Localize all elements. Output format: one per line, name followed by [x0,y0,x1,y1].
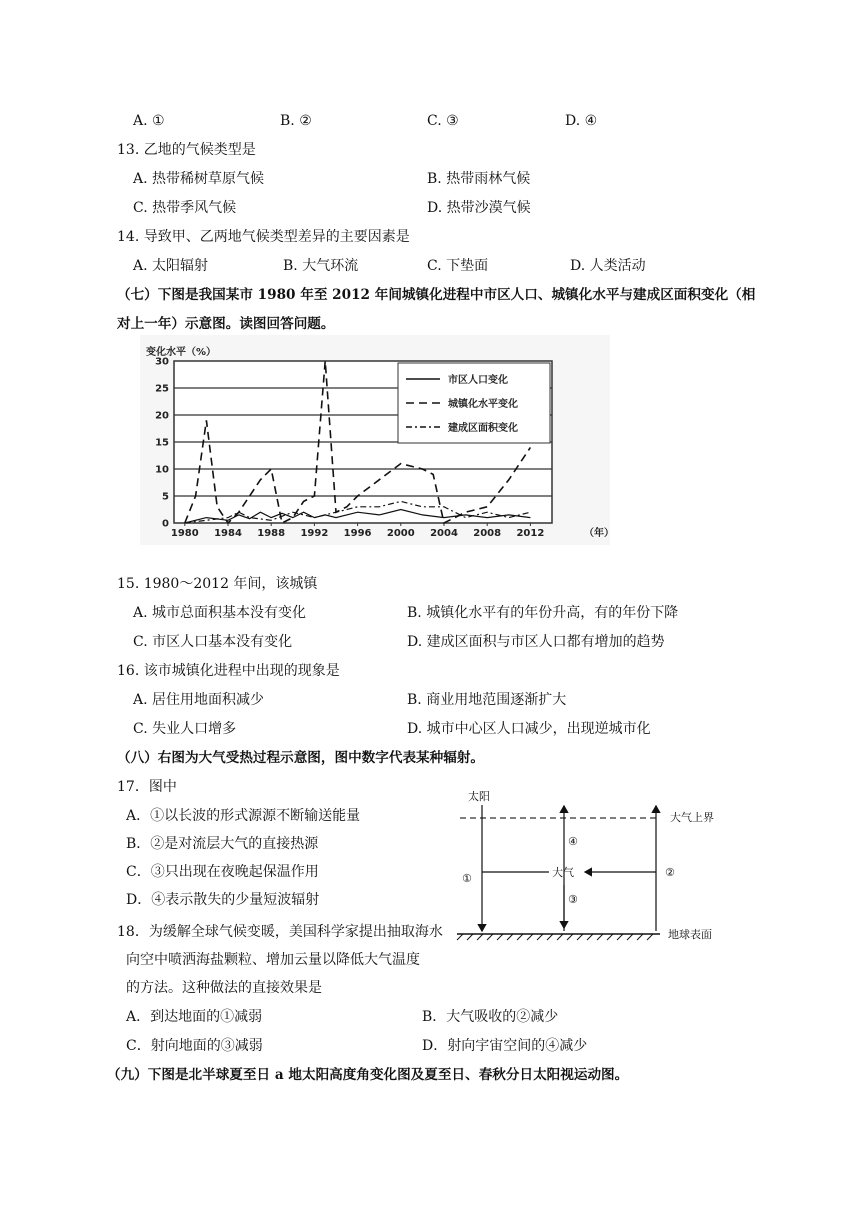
x-tick-label: 2012 [516,528,545,539]
q13-option-a: A. 热带稀树草原气候 [133,171,265,187]
q14-option-a: A. 太阳辐射 [133,258,209,274]
label-3: ③ [568,893,578,906]
legend-label-2: 城镇化水平变化 [448,399,518,410]
q14-option-c: C. 下垫面 [427,258,489,274]
label-2: ② [665,866,675,879]
sun-label: 太阳 [468,790,490,803]
hatch-mark [617,934,623,940]
chart-ylabel: 变化水平（%） [146,347,217,358]
q17-option-c: C．③只出现在夜晚起保温作用 [126,864,319,880]
q18-option-b: B．大气吸收的②减少 [422,1009,559,1025]
hatch-mark [587,934,593,940]
q16-option-a: A. 居住用地面积减少 [133,692,265,708]
x-tick-label: 1992 [300,528,329,539]
q15-option-c: C. 市区人口基本没有变化 [133,634,293,650]
hatch-mark [577,934,583,940]
section8-line1: （八）右图为大气受热过程示意图，图中数字代表某种辐射。 [117,750,485,766]
q14-option-d: D. 人类活动 [570,258,646,274]
label-4: ④ [568,835,578,848]
x-tick-label: 2004 [430,528,458,539]
q12-option-c: C. ③ [427,113,459,129]
hatch-mark [497,934,503,940]
x-tick-label: 1996 [343,528,372,539]
q16-stem: 16. 该市城镇化进程中出现的现象是 [117,663,340,679]
q18-option-c: C．射向地面的③减弱 [126,1038,263,1054]
atmosphere-top-label: 大气上界 [670,811,714,824]
atmosphere-heating-diagram [455,788,735,948]
q18-option-a: A．到达地面的①减弱 [126,1009,263,1025]
q18-line3: 的方法。这种做法的直接效果是 [126,980,322,996]
hatch-mark [557,934,563,940]
x-tick-label: 1988 [257,528,286,539]
y-tick-label: 20 [155,410,169,422]
section7-line2: 对上一年）示意图。读图回答问题。 [117,316,335,332]
y-tick-label: 30 [155,356,169,368]
q13-stem: 13. 乙地的气候类型是 [117,142,256,158]
hatch-mark [507,934,513,940]
q15-option-d: D. 建成区面积与市区人口都有增加的趋势 [407,634,665,650]
y-tick-label: 5 [162,491,169,503]
x-tick-label: 2008 [473,528,502,539]
y-tick-label: 25 [155,383,169,395]
hatch-mark [537,934,543,940]
hatch-mark [467,934,473,940]
q15-option-a: A. 城市总面积基本没有变化 [133,605,307,621]
q16-option-d: D. 城市中心区人口减少，出现逆城市化 [407,721,651,737]
q12-option-b: B. ② [280,113,312,129]
q17-option-b: B．②是对流层大气的直接热源 [126,836,319,852]
section9-line1: （九）下图是北半球夏至日 a 地太阳高度角变化图及夏至日、春秋分日太阳视运动图。 [107,1067,629,1083]
urbanization-line-chart [140,335,614,545]
ground-hatch [457,934,653,940]
q15-option-b: B. 城镇化水平有的年份升高，有的年份下降 [407,605,679,621]
hatch-mark [637,934,643,940]
hatch-mark [627,934,633,940]
q14-stem: 14. 导致甲、乙两地气候类型差异的主要因素是 [117,229,410,245]
q18-line2: 向空中喷洒海盐颗粒、增加云量以降低大气温度 [126,952,420,968]
q15-stem: 15. 1980～2012 年间，该城镇 [117,576,318,592]
atmosphere-label: 大气 [552,866,574,879]
q13-option-d: D. 热带沙漠气候 [427,200,531,216]
hatch-mark [607,934,613,940]
q17-stem: 17．图中 [117,779,177,795]
hatch-mark [597,934,603,940]
q16-option-b: B. 商业用地范围逐渐扩大 [407,692,567,708]
chart-legend [398,363,550,443]
hatch-mark [487,934,493,940]
q17-option-d: D．④表示散失的少量短波辐射 [126,892,320,908]
q12-option-d: D. ④ [565,113,598,129]
hatch-mark [647,934,653,940]
q16-option-c: C. 失业人口增多 [133,721,237,737]
hatch-mark [477,934,483,940]
hatch-mark [457,934,463,940]
y-tick-label: 0 [162,518,169,530]
x-tick-label: 1980 [170,528,199,539]
chart-xunit: （年） [584,528,614,539]
q13-option-b: B. 热带雨林气候 [427,171,531,187]
legend-label-3: 建成区面积变化 [448,423,518,434]
q12-option-a: A. ① [133,113,165,129]
label-1: ① [462,872,472,885]
hatch-mark [547,934,553,940]
y-tick-label: 10 [155,464,169,476]
q14-option-b: B. 大气环流 [283,258,359,274]
hatch-mark [567,934,573,940]
hatch-mark [517,934,523,940]
q18-line1: 18．为缓解全球气候变暖，美国科学家提出抽取海水 [117,924,443,940]
ground-label: 地球表面 [668,928,712,941]
x-tick-label: 2000 [386,528,415,539]
section7-line1: （七）下图是我国某市 1980 年至 2012 年间城镇化进程中市区人口、城镇化水平与建成区面积变化（相 [117,287,756,303]
q17-option-a: A．①以长波的形式源源不断输送能量 [126,808,361,824]
q13-option-c: C. 热带季风气候 [133,200,237,216]
legend-label-1: 市区人口变化 [448,375,508,386]
x-tick-label: 1984 [214,528,242,539]
hatch-mark [527,934,533,940]
y-tick-label: 15 [155,437,169,449]
q18-option-d: D．射向宇宙空间的④减少 [422,1038,588,1054]
